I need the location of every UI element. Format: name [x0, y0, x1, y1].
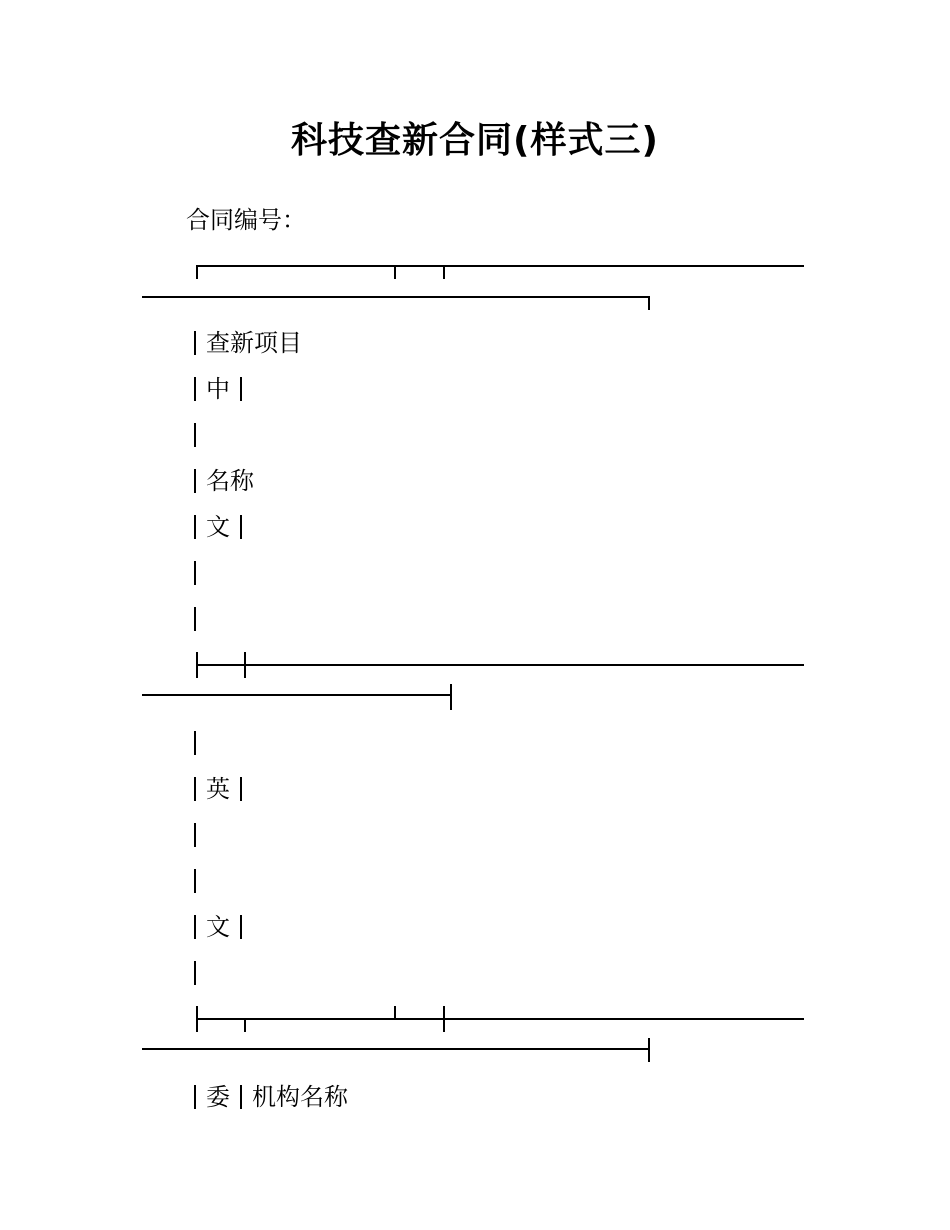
- row-entrust: [194, 1082, 348, 1112]
- row-empty-4: [194, 728, 196, 758]
- zh-char: 中: [206, 375, 230, 403]
- document-title: 科技查新合同(样式三): [291, 120, 659, 161]
- name-label: 名称: [206, 467, 254, 495]
- row-empty-5: [194, 820, 196, 850]
- wei-char: 委: [206, 1083, 230, 1111]
- row-wen-2: [194, 912, 252, 942]
- en-char: 英: [206, 775, 230, 803]
- row-empty-3: [194, 604, 196, 634]
- wen-char-2: 文: [206, 913, 230, 941]
- project-label: 查新项目: [206, 329, 302, 357]
- row-empty-2: [194, 558, 196, 588]
- row-empty-6: [194, 866, 196, 896]
- row-project: [194, 328, 302, 358]
- contract-number-label: 合同编号：: [186, 206, 306, 234]
- wen-char-1: 文: [206, 513, 230, 541]
- row-en: [194, 774, 252, 804]
- row-empty-7: [194, 958, 196, 988]
- row-name: [194, 466, 254, 496]
- row-empty-1: [194, 420, 196, 450]
- row-wen-1: [194, 512, 252, 542]
- org-name-label: 机构名称: [252, 1083, 348, 1111]
- row-zh: [194, 374, 252, 404]
